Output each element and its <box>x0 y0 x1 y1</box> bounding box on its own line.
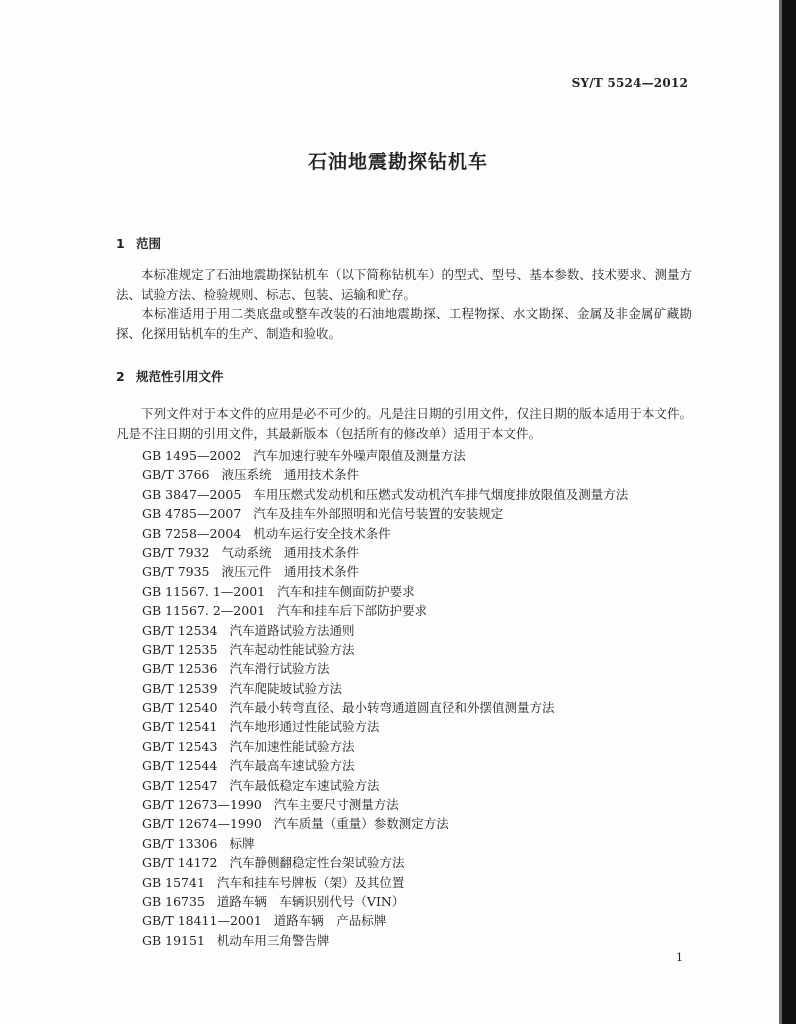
reference-code: GB/T 12541 <box>142 719 218 735</box>
reference-title: 汽车滑行试验方法 <box>229 661 330 677</box>
reference-title: 液压系统 通用技术条件 <box>221 467 360 483</box>
reference-item <box>142 756 628 775</box>
reference-item <box>142 543 628 562</box>
reference-code: GB/T 12543 <box>142 738 218 754</box>
reference-title: 汽车最低稳定车速试验方法 <box>229 777 380 793</box>
reference-item <box>142 504 628 523</box>
reference-item <box>142 737 628 756</box>
reference-item <box>142 659 628 678</box>
section-2-heading <box>116 367 224 385</box>
reference-code: GB/T 12544 <box>142 758 218 774</box>
reference-item <box>142 814 628 833</box>
reference-title: 汽车静侧翻稳定性台架试验方法 <box>229 855 405 871</box>
reference-title: 汽车加速行驶车外噪声限值及测量方法 <box>253 448 466 463</box>
reference-title: 汽车及挂车外部照明和光信号装置的安装规定 <box>253 506 504 522</box>
reference-title: 汽车最小转弯直径、最小转弯通道圆直径和外摆值测量方法 <box>229 700 555 716</box>
reference-title: 道路车辆 车辆识别代号（VIN） <box>216 893 405 909</box>
reference-code: GB/T 7935 <box>142 564 210 580</box>
reference-item <box>142 931 628 950</box>
reference-item <box>142 679 628 698</box>
section-1-number: 1 <box>116 236 125 251</box>
reference-code: GB/T 12534 <box>142 622 218 638</box>
reference-item <box>142 717 628 736</box>
reference-item <box>142 524 628 543</box>
reference-item <box>142 601 628 620</box>
section-2-intro: 下列文件对于本文件的应用是必不可少的。凡是注日期的引用文件，仅注日期的版本适用于本文件。凡是不注日期的引用文件，其最新版本（包括所有的修改单）适用于本文件。 <box>116 406 692 441</box>
reference-code: GB/T 12673—1990 <box>142 797 262 813</box>
reference-code: GB 7258—2004 <box>142 525 242 541</box>
reference-code: GB/T 12539 <box>142 680 218 696</box>
reference-item <box>142 834 628 853</box>
reference-item <box>142 485 628 504</box>
reference-title: 气动系统 通用技术条件 <box>221 544 360 560</box>
reference-title: 汽车质量（重量）参数测定方法 <box>273 816 449 832</box>
reference-title: 汽车主要尺寸测量方法 <box>273 797 399 813</box>
reference-title: 汽车加速性能试验方法 <box>229 738 355 754</box>
page-number: 1 <box>676 951 683 964</box>
section-1-paragraph-2: 本标准适用于用二类底盘或整车改装的石油地震勘探、工程物探、水文勘探、金属及非金属矿藏勘探、化探用钻机车的生产、制造和验收。 <box>116 306 692 341</box>
reference-code: GB 1495—2002 <box>142 448 242 463</box>
reference-code: GB/T 12540 <box>142 700 218 716</box>
reference-title: 汽车爬陡坡试验方法 <box>229 680 342 696</box>
reference-code: GB/T 13306 <box>142 835 218 851</box>
reference-item <box>142 640 628 659</box>
section-1-title: 范围 <box>136 236 162 251</box>
reference-title: 汽车和挂车号牌板（架）及其位置 <box>216 874 405 890</box>
reference-code: GB/T 14172 <box>142 855 218 871</box>
reference-item <box>142 853 628 872</box>
reference-code: GB/T 7932 <box>142 544 210 560</box>
reference-title: 汽车地形通过性能试验方法 <box>229 719 380 735</box>
section-2-title: 规范性引用文件 <box>136 369 224 384</box>
reference-item <box>142 892 628 911</box>
reference-title: 液压元件 通用技术条件 <box>221 564 360 580</box>
reference-item <box>142 465 628 484</box>
reference-code: GB/T 12535 <box>142 641 218 657</box>
reference-code: GB 11567. 1—2001 <box>142 583 266 599</box>
reference-item <box>142 562 628 581</box>
reference-item <box>142 795 628 814</box>
reference-title: 汽车起动性能试验方法 <box>229 641 355 657</box>
reference-code: GB/T 12547 <box>142 777 218 793</box>
reference-code: GB/T 18411—2001 <box>142 913 262 929</box>
reference-item <box>142 621 628 640</box>
reference-code: GB 4785—2007 <box>142 506 242 522</box>
document-title: 石油地震勘探钻机车 <box>307 151 488 173</box>
reference-item <box>142 698 628 717</box>
reference-list <box>142 446 628 950</box>
reference-code: GB 16735 <box>142 893 205 909</box>
reference-code: GB 19151 <box>142 932 205 948</box>
reference-code: GB/T 3766 <box>142 467 210 483</box>
section-1-paragraph-1: 本标准规定了石油地震勘探钻机车（以下简称钻机车）的型式、型号、基本参数、技术要求、测量方法、试验方法、检验规则、标志、包装、运输和贮存。 <box>116 267 692 302</box>
reference-title: 汽车最高车速试验方法 <box>229 758 355 774</box>
reference-title: 道路车辆 产品标牌 <box>273 913 387 929</box>
reference-title: 汽车道路试验方法通则 <box>229 622 355 638</box>
reference-code: GB 15741 <box>142 874 205 890</box>
section-1-heading <box>116 234 161 252</box>
section-2-number: 2 <box>116 369 125 384</box>
reference-title: 标牌 <box>229 835 255 851</box>
reference-title: 汽车和挂车后下部防护要求 <box>277 603 428 619</box>
reference-code: GB 11567. 2—2001 <box>142 603 266 619</box>
reference-item <box>142 776 628 795</box>
reference-item <box>142 446 628 465</box>
reference-item <box>142 873 628 892</box>
standard-code: SY/T 5524—2012 <box>571 76 688 90</box>
reference-item <box>142 911 628 930</box>
reference-code: GB/T 12674—1990 <box>142 816 262 832</box>
reference-item <box>142 582 628 601</box>
reference-code: GB 3847—2005 <box>142 486 242 502</box>
reference-title: 汽车和挂车侧面防护要求 <box>277 583 415 599</box>
reference-title: 机动车运行安全技术条件 <box>253 525 391 541</box>
reference-title: 机动车用三角警告牌 <box>216 932 330 948</box>
reference-title: 车用压燃式发动机和压燃式发动机汽车排气烟度排放限值及测量方法 <box>253 486 629 502</box>
reference-code: GB/T 12536 <box>142 661 218 677</box>
